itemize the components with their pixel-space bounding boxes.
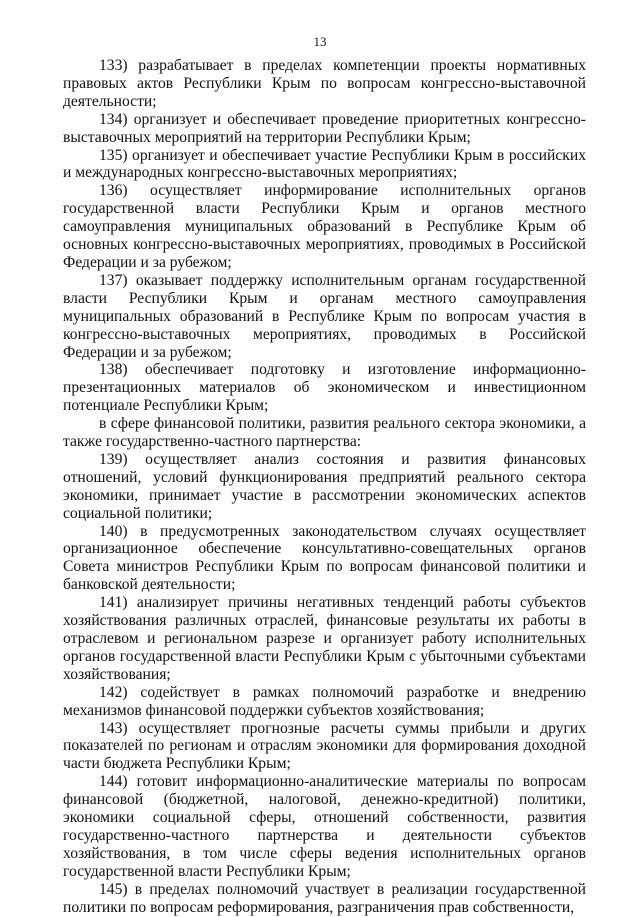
paragraph-133: 133) разрабатывает в пределах компетенции проекты нормативных правовых актов Республики Крым по вопросам конгрессно-выставочной деятельности; (63, 57, 586, 110)
paragraph-139: 139) осуществляет анализ состояния и развития финансовых отношений, условий функционирования предприятий реального сектора экономики, принимает участие в рассмотрении экономических аспектов социальной политики; (63, 450, 586, 522)
page-number: 13 (313, 34, 327, 49)
document-body (63, 57, 586, 917)
paragraph-137: 137) оказывает поддержку исполнительным органам государственной власти Республики Крым и органам местного самоуправления муниципальных образований в Республике Крым по вопросам участия в конгрессно-выставочных мероприятиях, проводимых в Российской Федерации и за рубежом; (63, 271, 586, 361)
paragraph-144: 144) готовит информационно-аналитические материалы по вопросам финансовой (бюджетной, налоговой, денежно-кредитной) политики, экономики социальной сферы, отношений собственности, развития государственно-частного партнерства и деятельности субъектов хозяйствования, в том числе сферы ведения исполнительных органов государственной власти Республики Крым; (63, 773, 586, 880)
paragraph-136: 136) осуществляет информирование исполнительных органов государственной власти Республики Крым и органов местного самоуправления муниципальных образований в Республике Крым об основных конгрессно-выставочных мероприятиях, проводимых в Российской Федерации и за рубежом; (63, 182, 586, 271)
paragraph-141: 141) анализирует причины негативных тенденций работы субъектов хозяйствования различных отраслей, финансовые результаты их работы в отраслевом и региональном разрезе и организует работу исполнительных органов государственной власти Республики Крым с убыточными субъектами хозяйствования; (63, 594, 586, 683)
paragraph-143: 143) осуществляет прогнозные расчеты суммы прибыли и других показателей по регионам и отраслям экономики для формирования доходной части бюджета Республики Крым; (63, 719, 586, 773)
paragraph-142: 142) содействует в рамках полномочий разработке и внедрению механизмов финансовой поддержки субъектов хозяйствования; (63, 683, 586, 719)
paragraph-134: 134) организует и обеспечивает проведение приоритетных конгрессно-выставочных мероприятий на территории Республики Крым; (63, 110, 586, 146)
paragraph-145: 145) в пределах полномочий участвует в реализации государственной политики по вопросам реформирования, разграничения прав собственности, (63, 880, 586, 916)
paragraph-135: 135) организует и обеспечивает участие Республики Крым в российских и международных конгрессно-выставочных мероприятиях; (63, 146, 586, 182)
paragraph-140: 140) в предусмотренных законодательством случаях осуществляет организационное обеспечение консультативно-совещательных органов Совета министров Республики Крым по вопросам финансовой политики и банковской деятельности; (63, 522, 586, 594)
paragraph-138: 138) обеспечивает подготовку и изготовление информационно-презентационных материалов об экономическом и инвестиционном потенциале Республики Крым; (63, 361, 586, 415)
section-heading-financial-policy: в сфере финансовой политики, развития реального сектора экономики, а также государственно-частного партнерства: (63, 415, 586, 451)
